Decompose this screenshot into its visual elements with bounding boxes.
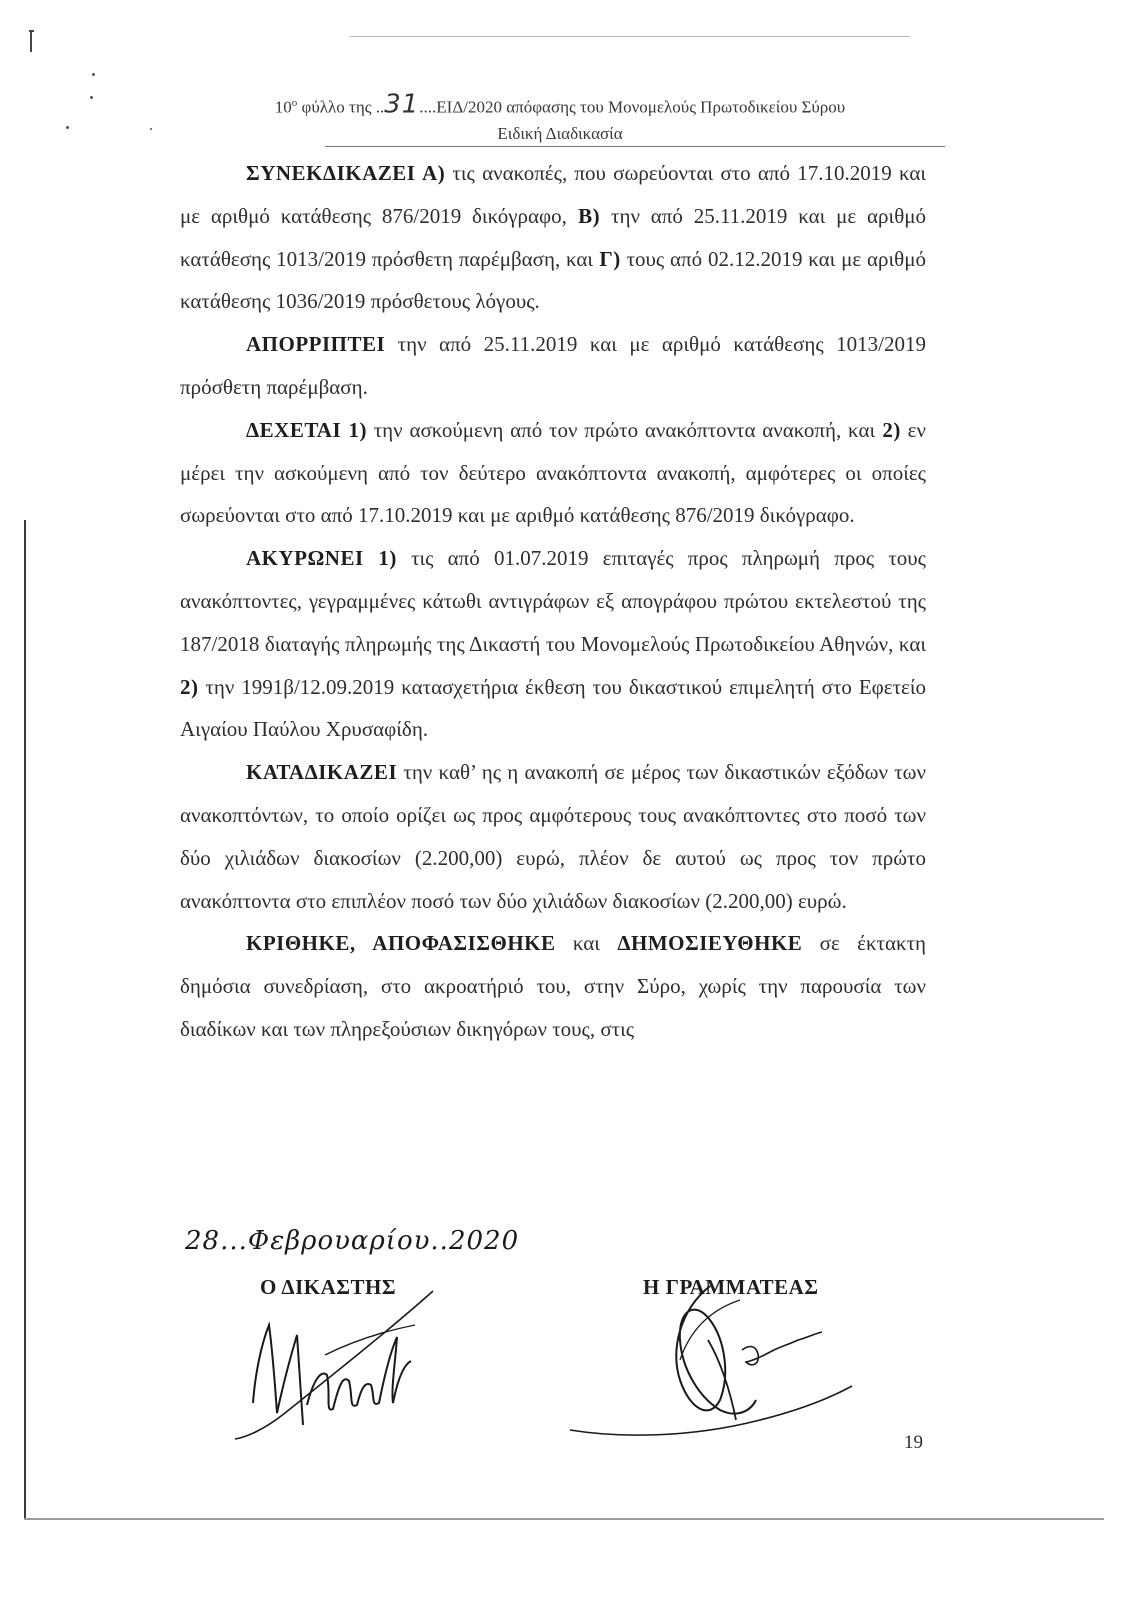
scan-left-edge <box>24 520 26 1520</box>
header-text-b: ....ΕΙΔ/2020 απόφασης του Μονομελούς Πρωτοδικείου Σύρου <box>419 97 846 117</box>
scan-bottom-edge <box>24 1518 1104 1520</box>
bold-marker: Α) <box>415 161 446 185</box>
paragraph-text: σε έκτακτη δημόσια συνεδρίαση, στο ακροατήριό του, στην Σύρο, χωρίς την παρουσία των διαδίκων και των πληρεξούσιων δικηγόρων τους, στις <box>180 931 926 1041</box>
paragraph-text: την καθ’ ης η ανακοπή σε μέρος των δικαστικών εξόδων των ανακοπτόντων, το οποίο ορίζει ως προς αμφότερους τους ανακόπτοντες στο ποσό των δύο χιλιάδων διακοσίων (2.200,00) ευρώ, πλέον δε αυτού ως προς τον πρώτο ανακόπτοντα στο επιπλέον ποσό των δύο χιλιάδων διακοσίων (2.200,00) ευρώ. <box>180 760 926 913</box>
decision-paragraph <box>180 922 926 1050</box>
paragraph-text: τις ανακοπές, που σωρεύονται στο από 17.10.2019 και με αριθμό κατάθεσης 876/2019 δικόγραφο, <box>180 161 926 228</box>
operative-verb: ΑΚΥΡΩΝΕΙ <box>246 546 364 571</box>
decision-paragraph <box>180 152 926 323</box>
header-line-1 <box>150 90 970 121</box>
scan-speck <box>90 96 93 99</box>
judge-signature <box>225 1285 455 1445</box>
header-line-2: Ειδική Διαδικασία <box>497 123 623 143</box>
operative-verb: ΔΕΧΕΤΑΙ <box>246 417 342 442</box>
bold-marker: ΔΗΜΟΣΙΕΥΘΗΚΕ <box>617 931 803 956</box>
bold-marker: 2) <box>875 417 901 442</box>
clerk-title: Η ΓΡΑΜΜΑΤΕΑΣ <box>643 1275 819 1299</box>
scan-speck <box>66 126 69 129</box>
judge-title: Ο ΔΙΚΑΣΤΗΣ <box>260 1275 397 1299</box>
bold-marker: Β) <box>566 203 601 228</box>
decision-paragraph <box>180 751 926 922</box>
operative-verb: ΑΠΟΡΡΙΠΤΕΙ <box>246 332 386 357</box>
bold-marker: 1) <box>341 417 367 442</box>
operative-verb: ΚΑΤΑΔΙΚΑΖΕΙ <box>246 760 398 785</box>
paragraph-text: την από 25.11.2019 και με αριθμό κατάθεσης 1013/2019 πρόσθετη παρέμβαση. <box>180 332 926 399</box>
operative-verb: ΚΡΙΘΗΚΕ, ΑΠΟΦΑΣΙΣΘΗΚΕ <box>246 931 556 956</box>
header-rule <box>325 146 945 147</box>
paragraph-text: εν μέρει την ασκούμενη από τον δεύτερο ανακόπτοντα ανακοπή, αμφότερες οι οποίες σωρεύονται στο από 17.10.2019 και με αριθμό κατάθεσης 876/2019 δικόγραφο. <box>180 417 926 528</box>
header-sheet-suffix: ο <box>291 97 298 109</box>
paragraph-text: τις από 01.07.2019 επιταγές προς πληρωμή προς τους ανακόπτοντες, γεγραμμένες κάτωθι αντιγράφων εξ απογράφου πρώτου εκτελεστού της 187/2018 διαταγής πληρωμής της Δικαστή του Μονομελούς Πρωτοδικείου Αθηνών, και <box>180 546 926 656</box>
paragraph-text: και <box>555 931 618 956</box>
scan-speck <box>92 73 95 76</box>
paragraph-text: τους από 02.12.2019 και με αριθμό κατάθεσης 1036/2019 πρόσθετους λόγους. <box>180 246 926 314</box>
clerk-signature <box>560 1280 860 1450</box>
operative-verb: ΣΥΝΕΚΔΙΚΑΖΕΙ <box>246 161 416 185</box>
decision-paragraph <box>180 537 926 751</box>
paragraph-text: την 1991β/12.09.2019 κατασχετήρια έκθεση του δικαστικού επιμελητή στο Εφετείο Αιγαίου Παύλου Χρυσαφίδη. <box>180 674 926 742</box>
scan-top-edge <box>350 36 910 37</box>
bold-marker: Γ) <box>593 246 621 271</box>
bold-marker: 2) <box>180 674 199 699</box>
scan-corner-mark <box>30 30 32 52</box>
decision-paragraph <box>180 323 926 409</box>
header-sheet-number: 10 <box>274 97 292 117</box>
scan-corner-mark-horizontal <box>29 30 34 32</box>
paragraph-text: την από 25.11.2019 και με αριθμό κατάθεσης 1013/2019 πρόσθετη παρέμβαση, και <box>180 203 927 271</box>
bold-marker: 1) <box>363 546 397 571</box>
decision-paragraph <box>180 409 926 537</box>
decision-body <box>180 152 926 1051</box>
header-text-a: φύλλο της .. <box>297 97 385 117</box>
page-number: 19 <box>904 1432 923 1453</box>
handwritten-decision-number: 31 <box>384 89 420 120</box>
page-header <box>150 90 970 147</box>
handwritten-date: 28...Φεβρουαρίου..2020 <box>185 1226 520 1256</box>
paragraph-text: την ασκούμενη από τον πρώτο ανακόπτοντα ανακοπή, και <box>366 417 876 442</box>
